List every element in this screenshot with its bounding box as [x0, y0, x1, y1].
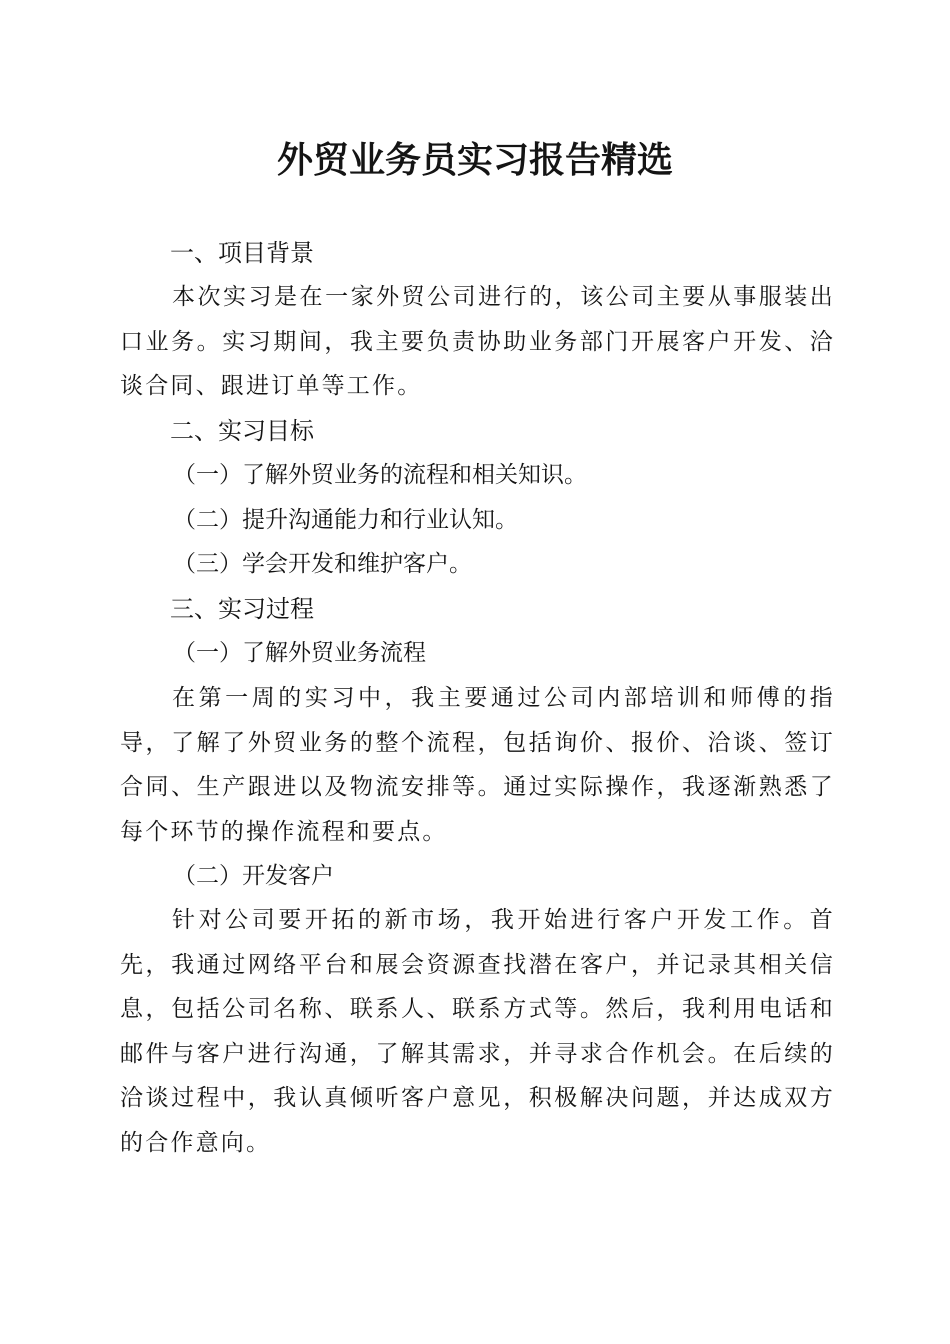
paragraph-workflow: 在第一周的实习中，我主要通过公司内部培训和师傅的指导，了解了外贸业务的整个流程，包括询价、报价、洽谈、签订合同、生产跟进以及物流安排等。通过实际操作，我逐渐熟悉了每个环节的操作流程和要点。: [120, 685, 835, 845]
section-heading-process: 三、实习过程: [170, 595, 314, 623]
goal-item: （二）提升沟通能力和行业认知。: [173, 507, 518, 533]
goal-item: （一）了解外贸业务的流程和相关知识。: [173, 462, 587, 488]
section-heading-goals: 二、实习目标: [170, 417, 314, 445]
subsection-heading-clients: （二）开发客户: [173, 863, 334, 889]
paragraph-clients: 针对公司要开拓的新市场，我开始进行客户开发工作。首先，我通过网络平台和展会资源查找潜在客户，并记录其相关信息，包括公司名称、联系人、联系方式等。然后，我利用电话和邮件与客户进行沟通，了解其需求，并寻求合作机会。在后续的洽谈过程中，我认真倾听客户意见，积极解决问题，并达成双方的合作意向。: [120, 907, 835, 1156]
document-title: 外贸业务员实习报告精选: [276, 139, 673, 181]
goal-item: （三）学会开发和维护客户。: [173, 551, 472, 577]
subsection-heading-workflow: （一）了解外贸业务流程: [173, 640, 426, 666]
section-heading-background: 一、项目背景: [170, 239, 314, 267]
paragraph-background: 本次实习是在一家外贸公司进行的，该公司主要从事服装出口业务。实习期间，我主要负责协助业务部门开展客户开发、洽谈合同、跟进订单等工作。: [120, 284, 835, 400]
